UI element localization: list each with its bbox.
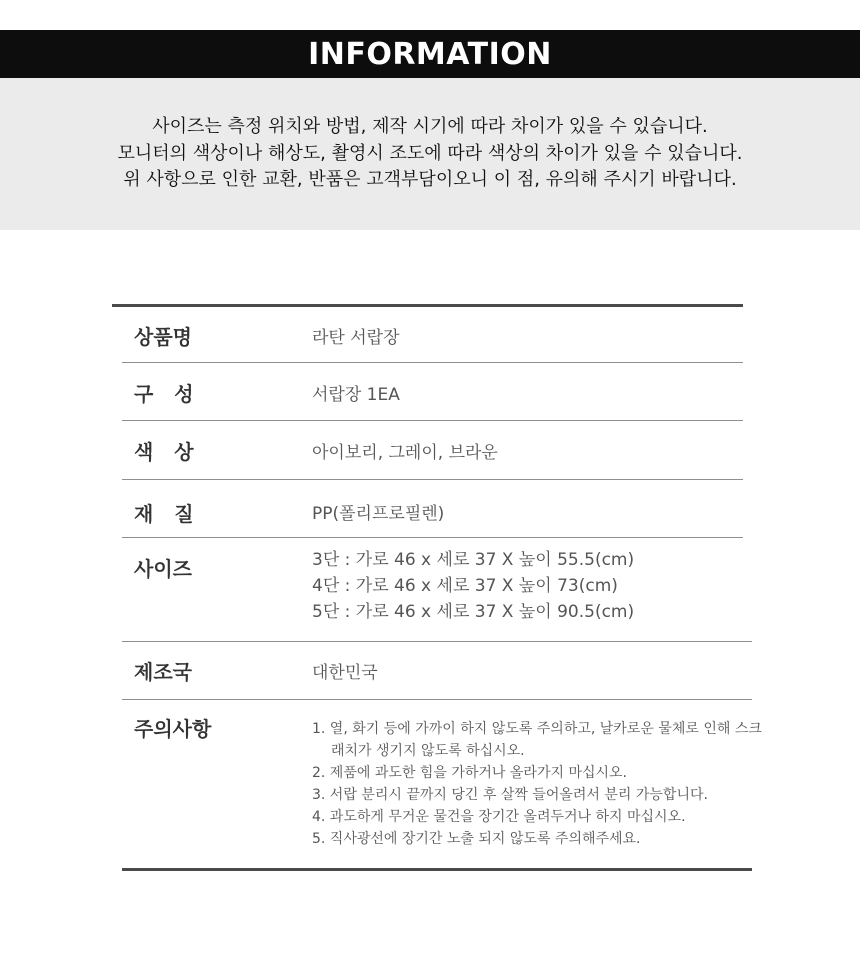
row-divider — [122, 479, 743, 480]
origin-label: 제조국 — [134, 660, 192, 684]
size-value-5-tier: 5단 : 가로 46 x 세로 37 X 높이 90.5(cm) — [312, 602, 635, 622]
caution-item: 1. 열, 화기 등에 가까이 하지 않도록 주의하고, 날카로운 물체로 인해 스크래치가 생기지 않도록 하십시오. — [312, 721, 762, 759]
caution-item: 3. 서랍 분리시 끝까지 당긴 후 살짝 들어올려서 분리 가능합니다. — [312, 787, 708, 803]
table-bottom-border — [122, 868, 752, 871]
size-label: 사이즈 — [134, 557, 192, 581]
composition-label: 구 성 — [134, 382, 194, 406]
size-value-4-tier: 4단 : 가로 46 x 세로 37 X 높이 73(cm) — [312, 576, 618, 596]
information-title: INFORMATION — [308, 36, 552, 72]
notice-line: 모니터의 색상이나 해상도, 촬영시 조도에 따라 색상의 차이가 있을 수 있습니다. — [117, 142, 743, 164]
notice-line: 사이즈는 측정 위치와 방법, 제작 시기에 따라 차이가 있을 수 있습니다. — [152, 116, 708, 137]
table-top-border — [112, 304, 743, 307]
row-divider — [122, 699, 752, 700]
product-name-label: 상품명 — [134, 325, 192, 349]
size-values — [312, 547, 634, 625]
notice-line: 위 사항으로 인한 교환, 반품은 고객부담이오니 이 점, 유의해 주시기 바랍니다. — [123, 169, 737, 190]
notice-text — [0, 114, 860, 194]
material-label: 재 질 — [134, 502, 194, 526]
product-name-value: 라탄 서랍장 — [312, 328, 400, 348]
information-banner — [0, 30, 860, 78]
color-value: 아이보리, 그레이, 브라운 — [312, 443, 498, 463]
row-divider — [122, 420, 743, 421]
caution-item: 2. 제품에 과도한 힘을 가하거나 올라가지 마십시오. — [312, 765, 627, 781]
row-divider — [122, 537, 743, 538]
row-divider — [122, 362, 743, 363]
material-value: PP(폴리프로필렌) — [312, 504, 445, 524]
caution-item: 4. 과도하게 무거운 물건을 장기간 올려두거나 하지 마십시오. — [312, 809, 686, 825]
caution-label: 주의사항 — [134, 717, 212, 741]
color-label: 색 상 — [134, 440, 194, 464]
size-value-3-tier: 3단 : 가로 46 x 세로 37 X 높이 55.5(cm) — [312, 550, 635, 570]
notice-box — [0, 78, 860, 230]
caution-item: 5. 직사광선에 장기간 노출 되지 않도록 주의해주세요. — [312, 831, 641, 847]
origin-value: 대한민국 — [312, 663, 378, 683]
row-divider — [122, 641, 752, 642]
caution-list — [312, 718, 762, 850]
composition-value: 서랍장 1EA — [312, 385, 400, 405]
